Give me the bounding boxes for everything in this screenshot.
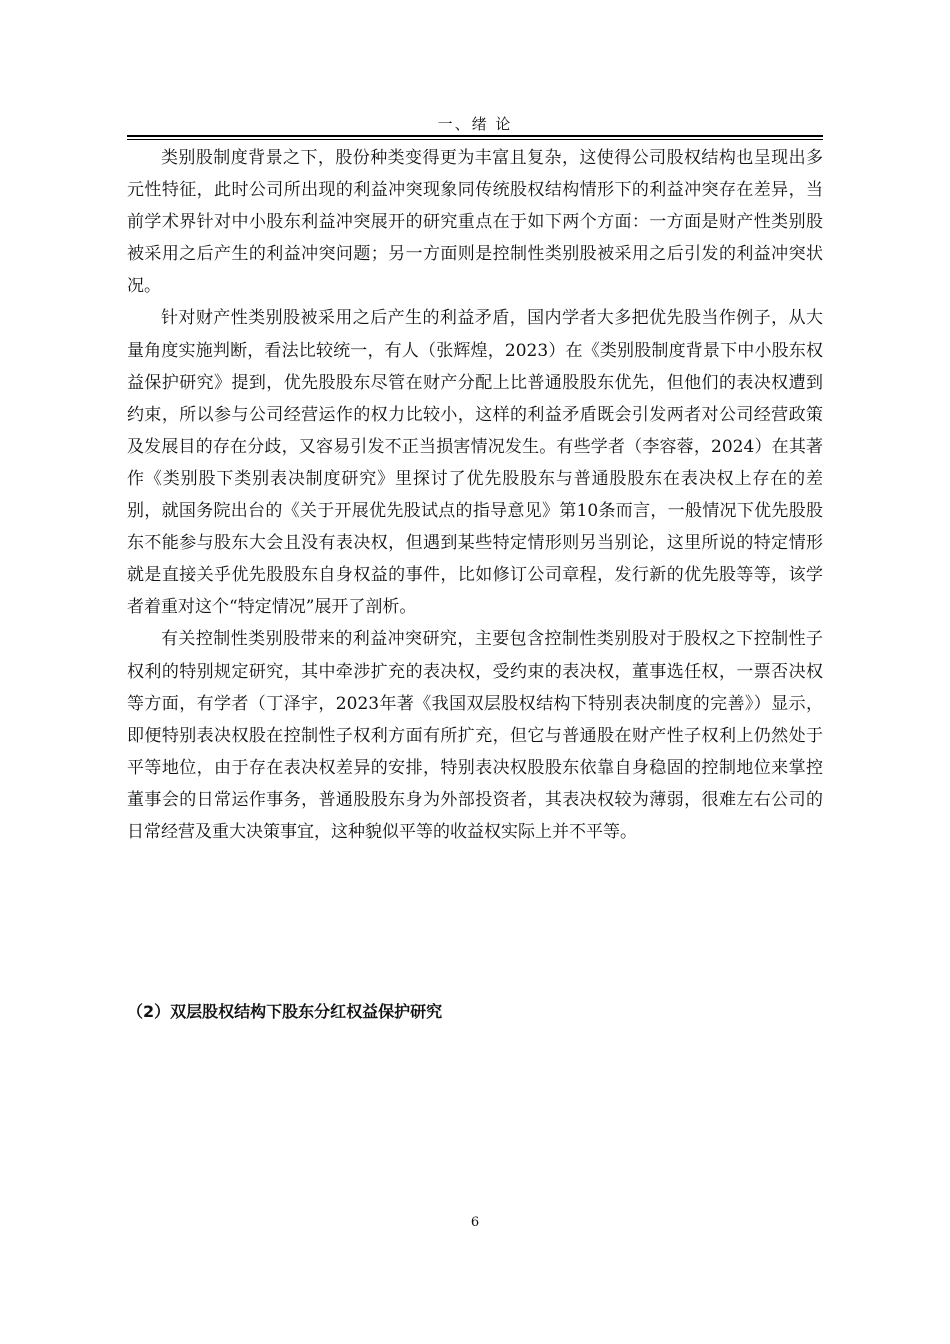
paragraph: 类别股制度背景之下，股份种类变得更为丰富且复杂，这使得公司股权结构也呈现出多元性特征，此时公司所出现的利益冲突现象同传统股权结构情形下的利益冲突存在差异，当前学术界针对中小股东利益冲突展开的研究重点在于如下两个方面：一方面是财产性类别股被采用之后产生的利益冲突问题；另一方面则是控制性类别股被采用之后引发的利益冲突状况。 bbox=[127, 148, 823, 297]
paragraph: 有关控制性类别股带来的利益冲突研究，主要包含控制性类别股对于股权之下控制性子权利的特别规定研究，其中牵涉扩充的表决权，受约束的表决权，董事选任权，一票否决权等方面，有学者（丁泽宇，2023年著《我国双层股权结构下特别表决制度的完善》）显示，即便特别表决权股在控制性子权利方面有所扩充，但它与普通股在财产性子权利上仍然处于平等地位，由于存在表决权差异的安排，特别表决权股股东依靠自身稳固的控制地位来掌控董事会的日常运作事务，普通股股东身为外部投资者，其表决权较为薄弱，很难左右公司的日常经营及重大决策事宜，这种貌似平等的收益权实际上并不平等。 bbox=[127, 629, 823, 842]
header-rule-thin bbox=[127, 139, 823, 140]
page-number: 6 bbox=[470, 1215, 480, 1230]
body-text bbox=[127, 142, 823, 848]
header-rule-thick bbox=[127, 135, 823, 137]
section-subheading: （2）双层股权结构下股东分红权益保护研究 bbox=[127, 1002, 443, 1021]
paragraph: 针对财产性类别股被采用之后产生的利益矛盾，国内学者大多把优先股当作例子，从大量角度实施判断，看法比较统一，有人（张辉煌，2023）在《类别股制度背景下中小股东权益保护研究》提到，优先股股东尽管在财产分配上比普通股股东优先，但他们的表决权遭到约束，所以参与公司经营运作的权力比较小，这样的利益矛盾既会引发两者对公司经营政策及发展目的存在分歧，又容易引发不正当损害情况发生。有些学者（李容蓉，2024）在其著作《类别股下类别表决制度研究》里探讨了优先股股东与普通股股东在表决权上存在的差别，就国务院出台的《关于开展优先股试点的指导意见》第10条而言，一般情况下优先股股东不能参与股东大会且没有表决权，但遇到某些特定情形则另当别论，这里所说的特定情形就是直接关乎优先股股东自身权益的事件，比如修订公司章程，发行新的优先股等等，该学者着重对这个“特定情况”展开了剖析。 bbox=[127, 308, 823, 618]
running-header: 一、绪 论 bbox=[437, 115, 513, 133]
